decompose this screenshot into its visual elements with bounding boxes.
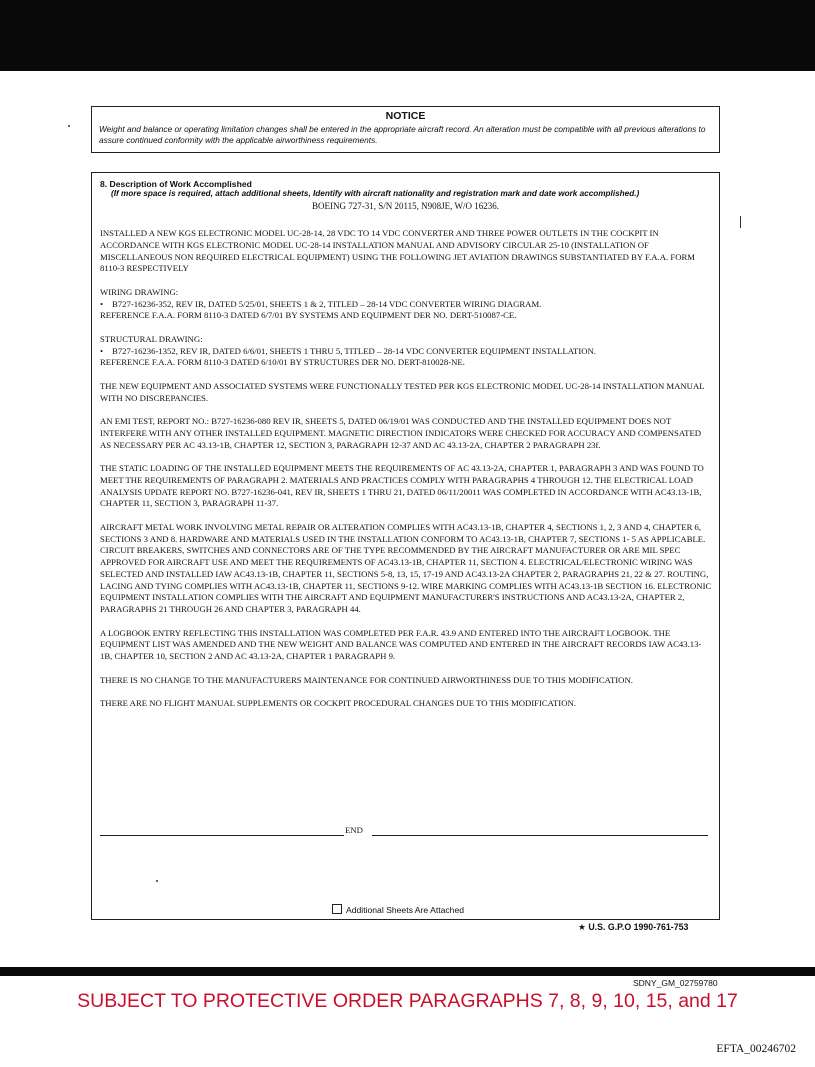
notice-text: Weight and balance or operating limitation changes shall be entered in the appropriate aircraft record. An alteration must be compatible with all previous alterations to assure continued conformity with the applicable airworthiness requirements. xyxy=(99,124,706,145)
additional-sheets-label: Additional Sheets Are Attached xyxy=(346,905,465,915)
work-description-body xyxy=(100,228,713,721)
wiring-drawing-text: B727-16236-352, REV IR, DATED 5/25/01, SHEETS 1 & 2, TITLED – 28-14 VDC CONVERTER WIRING DIAGRAM. xyxy=(112,298,542,309)
notice-title: NOTICE xyxy=(385,110,426,122)
additional-sheets-option[interactable] xyxy=(332,904,464,915)
paragraph-logbook: A LOGBOOK ENTRY REFLECTING THIS INSTALLATION WAS COMPLETED PER F.A.R. 43.9 AND ENTERED INTO THE AIRCRAFT LOGBOOK. THE EQUIPMENT LIST WAS AMENDED AND THE NEW WEIGHT AND BALANCE WAS COMPUTED AND ENTERED IN THE AIRCRAFT RECORDS IAW AC43.13-1B, CHAPTER 10, SECTION 2 AND AC 43.13-2A, CHAPTER 1 PARAGRAPH 9. xyxy=(100,627,702,662)
wiring-drawing-reference: REFERENCE F.A.A. FORM 8110-3 DATED 6/7/01 BY SYSTEMS AND EQUIPMENT DER NO. DERT-510087-CE. xyxy=(100,310,517,321)
work-description-box xyxy=(91,172,720,920)
end-rule-left xyxy=(100,835,344,836)
scan-speck xyxy=(68,125,70,127)
efta-number: EFTA_00246702 xyxy=(716,1043,796,1055)
end-line xyxy=(100,825,708,837)
paragraph-installation: INSTALLED A NEW KGS ELECTRONIC MODEL UC-28-14, 28 VDC TO 14 VDC CONVERTER AND THREE POWER OUTLETS IN THE COCKPIT IN ACCORDANCE WITH KGS ELECTRONIC MODEL UC-28-14 INSTALLATION MANUAL AND ADVISORY CIRCULAR 25-10 (INSTALLATION OF MISCELLANEOUS NON REQUIRED ELECTRICAL EQUIPMENT) USING THE FOLLOWING JET AVIATION DRAWINGS SUBSTANTIATED BY F.A.A. FORM 8110-3 RESPECTIVELY xyxy=(100,228,695,274)
protective-order-notice: SUBJECT TO PROTECTIVE ORDER PARAGRAPHS 7, 8, 9, 10, 15, and 17 xyxy=(77,990,738,1012)
paragraph-static-loading: THE STATIC LOADING OF THE INSTALLED EQUIPMENT MEETS THE REQUIREMENTS OF AC 43.13-2A, CHAPTER 1, PARAGRAPH 3 AND WAS FOUND TO MEET THE REQUIREMENTS OF PARAGRAPH 2. MATERIALS AND PRACTICES COMPLY WITH PARAGRAPHS 4 THROUGH 12. THE ELECTRICAL LOAD ANALYSIS UPDATE REPORT NO. B727-16236-041, REV IR, SHEETS 1 THRU 21, DATED 06/11/20011 WAS COMPLETED IN ACCORDANCE WITH AC43.13-1B, CHAPTER 11, SECTION 3, PARAGRAPH 11-37. xyxy=(100,462,704,509)
structural-drawing-reference: REFERENCE F.A.A. FORM 8110-3 DATED 6/10/01 BY STRUCTURES DER NO. DERT-810028-NE. xyxy=(100,357,465,368)
additional-sheets-checkbox[interactable] xyxy=(332,904,342,914)
gpo-footer: ★ U.S. G.P.O 1990-761-753 xyxy=(578,922,689,932)
aircraft-identification: BOEING 727-31, S/N 20115, N908JE, W/O 16236. xyxy=(312,201,499,211)
paragraph-emi-test: AN EMI TEST, REPORT NO.: B727-16236-080 REV IR, SHEETS 5, DATED 06/19/01 WAS CONDUCTED AND THE INSTALLED EQUIPMENT DOES NOT INTERFERE WITH ANY OTHER INSTALLED EQUIPMENT. MAGNETIC DIRECTION INDICATORS WERE CHECKED FOR ACCURACY AND COMPENSATED AS NECESSARY PER AC 43.13-1B, CHAPTER 12, SECTION 3, PARAGRAPH 12-37 AND AC 43.13-2A, CHAPTER 2 PARAGRAPH 23f. xyxy=(100,415,702,450)
structural-drawing-heading: STRUCTURAL DRAWING: xyxy=(100,333,203,344)
wiring-drawing-item xyxy=(100,299,713,311)
wiring-drawing-heading: WIRING DRAWING: xyxy=(100,286,179,297)
bullet-icon: • xyxy=(100,345,104,356)
section-heading: 8. Description of Work Accomplished xyxy=(100,179,252,189)
end-label: END xyxy=(345,825,363,835)
paragraph-maintenance: THERE IS NO CHANGE TO THE MANUFACTURERS MAINTENANCE FOR CONTINUED AIRWORTHINESS DUE TO THIS MODIFICATION. xyxy=(100,674,633,685)
bates-number: SDNY_GM_02759780 xyxy=(633,978,718,988)
structural-drawing-text: B727-16236-1352, REV IR, DATED 6/6/01, SHEETS 1 THRU 5, TITLED – 28-14 VDC CONVERTER EQUIPMENT INSTALLATION. xyxy=(112,345,596,356)
bullet-icon: • xyxy=(100,298,104,309)
notice-box xyxy=(91,106,720,153)
paragraph-flight-manual: THERE ARE NO FLIGHT MANUAL SUPPLEMENTS OR COCKPIT PROCEDURAL CHANGES DUE TO THIS MODIFICATION. xyxy=(100,698,576,709)
scan-mark xyxy=(740,216,741,228)
paragraph-functional-test: THE NEW EQUIPMENT AND ASSOCIATED SYSTEMS WERE FUNCTIONALLY TESTED PER KGS ELECTRONIC MODEL UC-28-14 INSTALLATION MANUAL WITH NO DISCREPANCIES. xyxy=(100,380,705,403)
paragraph-metal-work: AIRCRAFT METAL WORK INVOLVING METAL REPAIR OR ALTERATION COMPLIES WITH AC43.13-1B, CHAPTER 4, SECTIONS 1, 2, 3 AND 4, CHAPTER 6, SECTIONS 3 AND 8. HARDWARE AND MATERIALS USED IN THE INSTALLATION CONFORM TO AC43.13-1B, CHAPTER 7, SECTIONS 1- 5 AS APPLICABLE. CIRCUIT BREAKERS, SWITCHES AND CONNECTORS ARE OF THE TYPE RECOMMENDED BY THE AIRCRAFT MANUFACTURER OR ARE MIL SPEC APPROVED FOR AIRCRAFT USE AND MEET THE REQUIREMENTS OF AC43.13-1B, CHAPTER 11, SECTION 4. ELECTRICAL/ELECTRONIC WIRING WAS SELECTED AND INSTALLED IAW AC43.13-1B, CHAPTER 11, SECTIONS 5-8, 13, 15, 17-19 AND AC43.13-2A CHAPTER 2, PARAGRAPHS 21, 22 & 27. ROUTING, LACING AND TYING COMPLIES WITH AC43.13-1B, CHAPTER 11, SECTIONS 9-12. WIRE MARKING COMPLIES WITH AC43.13-1B SECTION 16. ELECTRONIC EQUIPMENT INSTALLATION COMPLIES WITH THE AIRCRAFT AND EQUIPMENT MANUFACTURER'S INSTRUCTIONS AND AC43.13-2A, CHAPTER 2, PARAGRAPHS 21 THROUGH 26 AND CHAPTER 3, PARAGRAPH 44. xyxy=(100,521,712,615)
scan-speck xyxy=(156,880,158,882)
scan-top-border xyxy=(0,0,815,71)
end-rule-right xyxy=(372,835,708,836)
scan-bottom-border xyxy=(0,967,815,976)
section-instructions: (If more space is required, attach additional sheets, Identify with aircraft nationality and registration mark and date work accomplished.) xyxy=(111,189,640,198)
structural-drawing-item xyxy=(100,346,713,358)
